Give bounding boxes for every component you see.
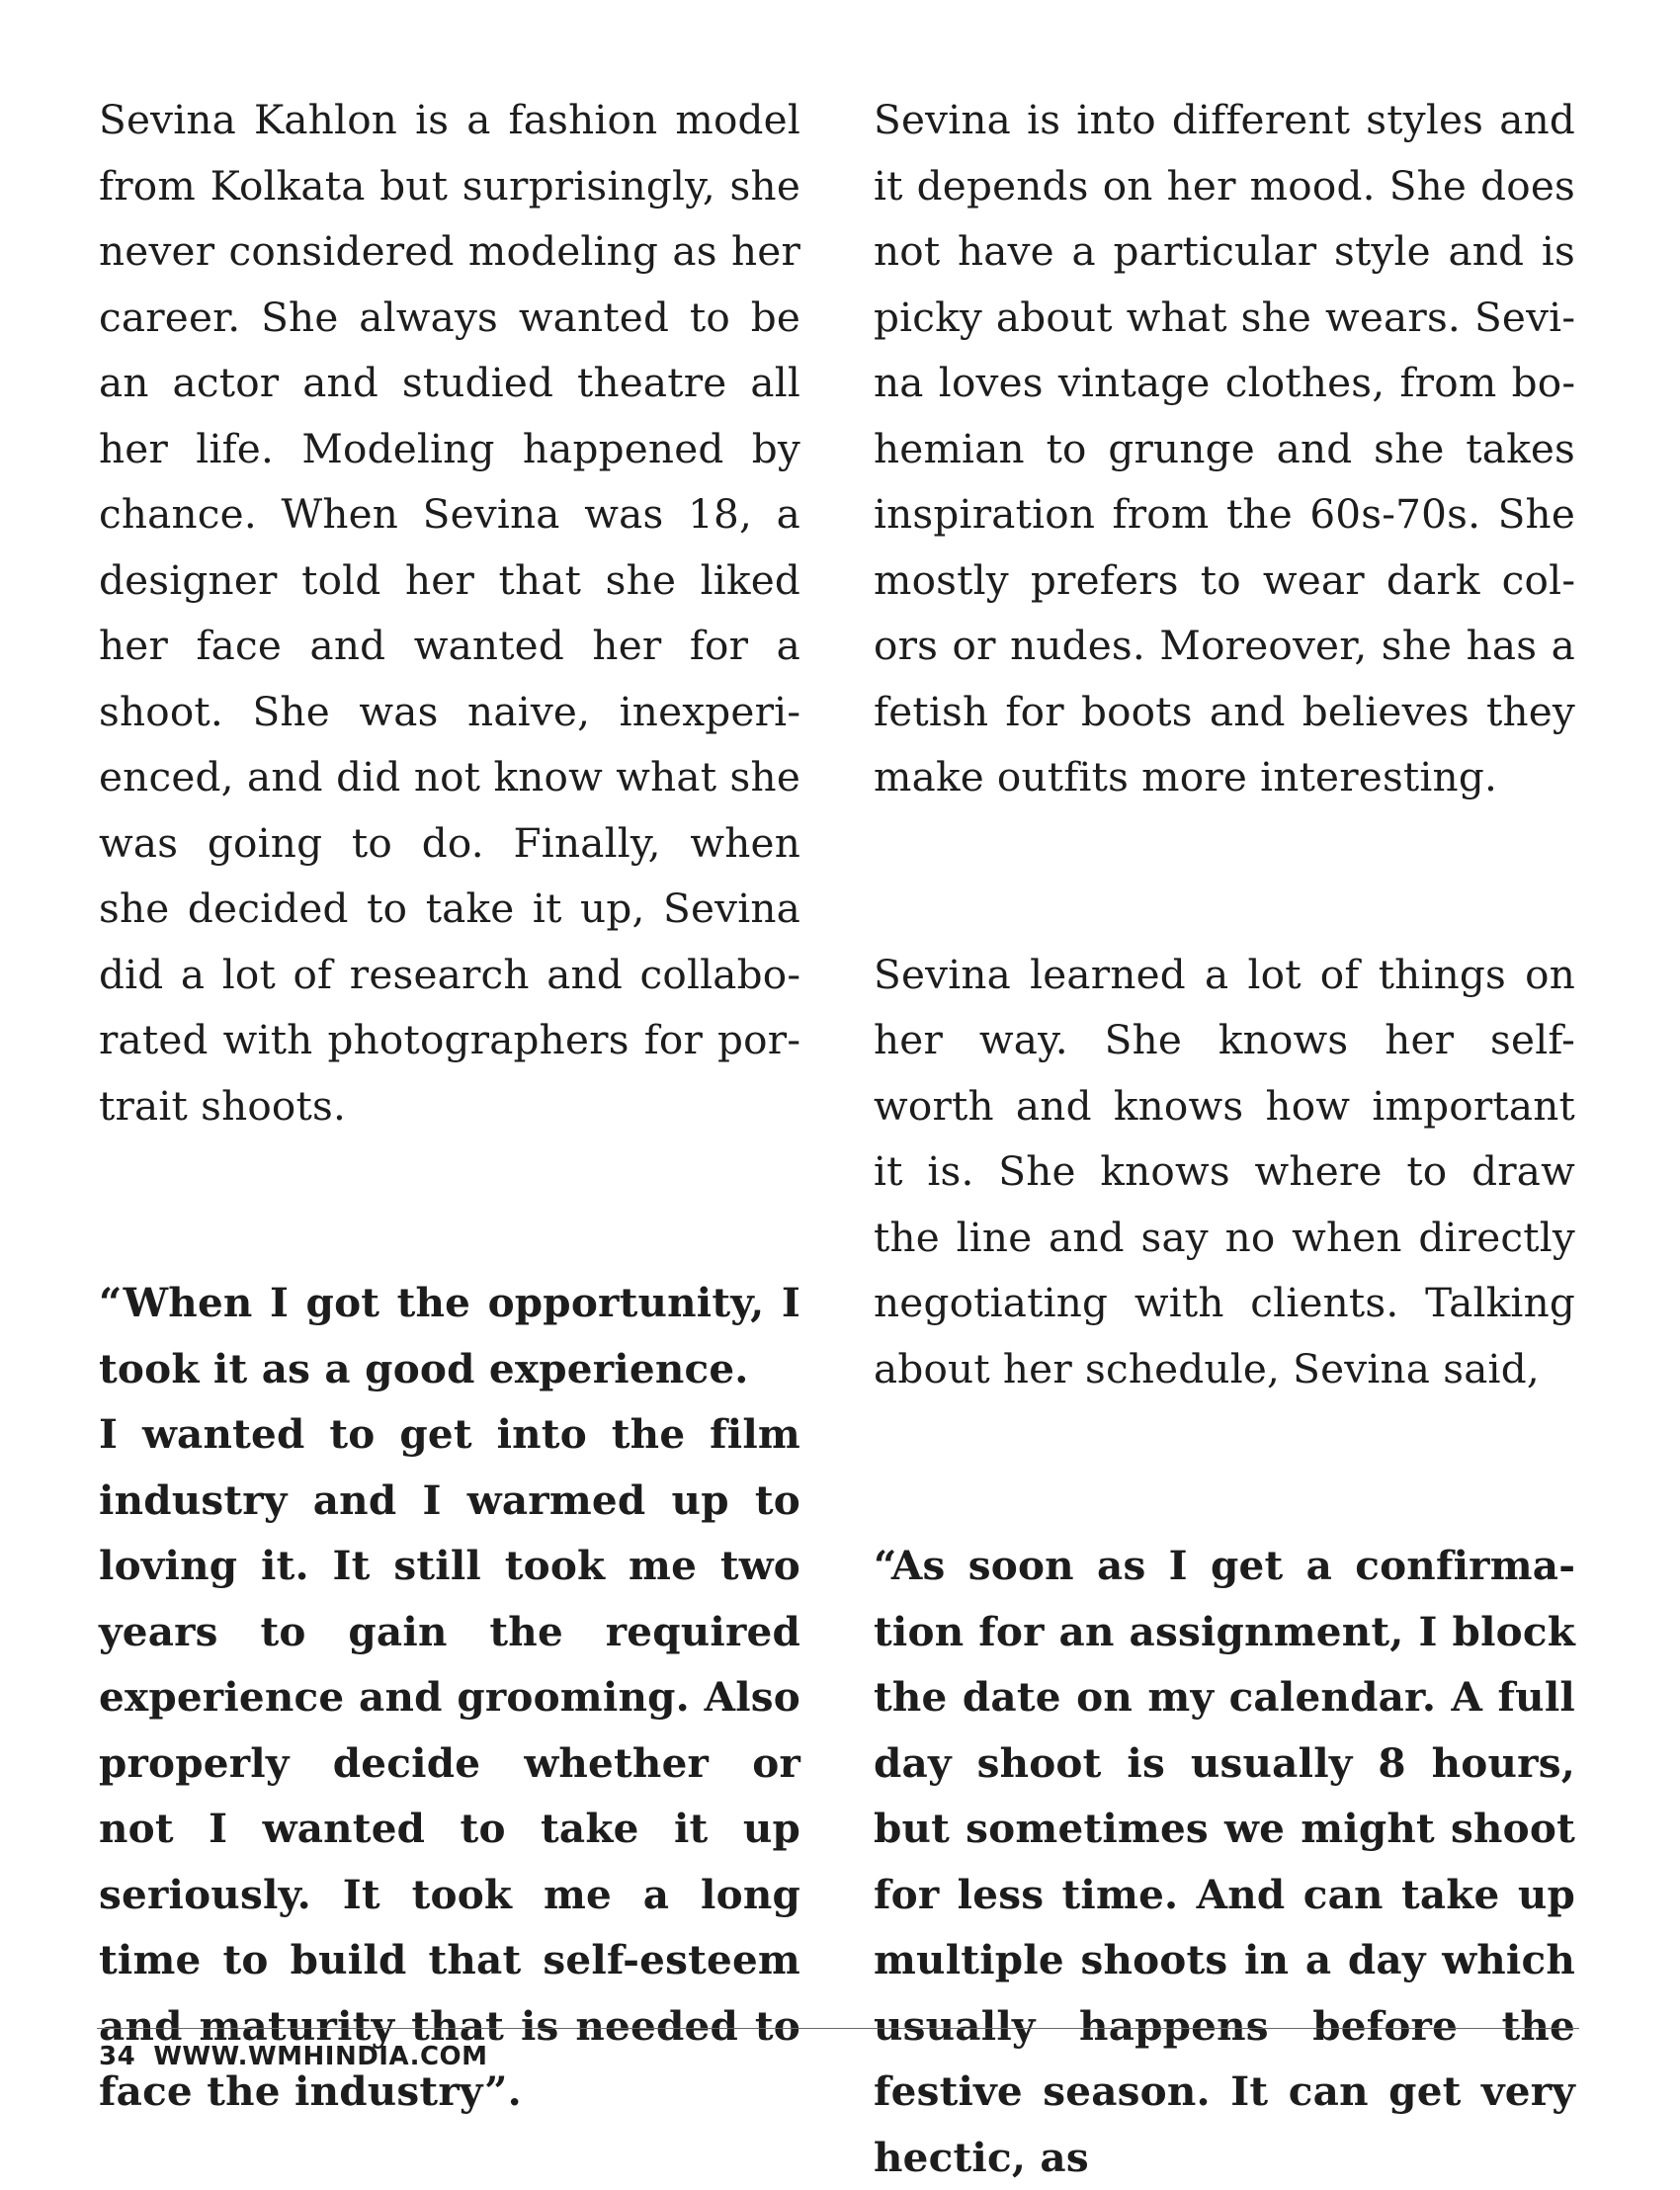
pull-quote: “As soon as I get a confirmation for an assignment, I block the date on my calendar. A full day shoot is usually 8 hours, but sometimes we might shoot for less time. And can take up multiple shoots in a day which usually happens before the festive season. It can get very hectic, as (874, 1542, 1575, 2181)
body-paragraph: Sevina Kahlon is a fashion model from Kolkata but surprisingly, she never considered modeling as her career. She always wanted to be an actor and studied theatre all her life. Modeling happened by chance. When Sevina was 18, a designer told her that she liked her face and wanted her for a shoot. She was naive, inexperienced, and did not know what she was going to do. Finally, when she decided to take it up, Sevina did a lot of research and collaborated with photographers for portrait shoots. (99, 96, 800, 1130)
body-paragraph: Sevina is into different styles and it depends on her mood. She does not have a particular style and is picky about what she wears. Sevina loves vintage clothes, from bohemian to grunge and she takes inspiration from the 60s-70s. She mostly prefers to wear dark colors or nudes. Moreover, she has a fetish for boots and believes they make outfits more interesting. (874, 96, 1575, 800)
footer-divider (97, 2028, 1579, 2029)
website-link[interactable]: WWW.WMHINDIA.COM (153, 2042, 488, 2071)
body-paragraph: Sevina learned a lot of things on her way. She knows her self-worth and knows how important it is. She knows where to draw the line and say no when directly negotiating with clients. Talking about her schedule, Sevina said, (874, 950, 1575, 1392)
page-footer (99, 2042, 488, 2071)
pull-quote: “When I got the opportunity, I took it as a good experience. (99, 1279, 800, 1392)
page-number: 34 (99, 2042, 136, 2071)
left-column (99, 87, 800, 2125)
pull-quote-continued: I wanted to get into the film industry and I warmed up to loving it. It still took me two years to gain the required experience and grooming. Also properly decide whether or not I wanted to take it up seriously. It took me a long time to build that self-esteem and maturity that is needed to face the industry”. (99, 1410, 800, 2115)
right-column (874, 87, 1575, 2190)
